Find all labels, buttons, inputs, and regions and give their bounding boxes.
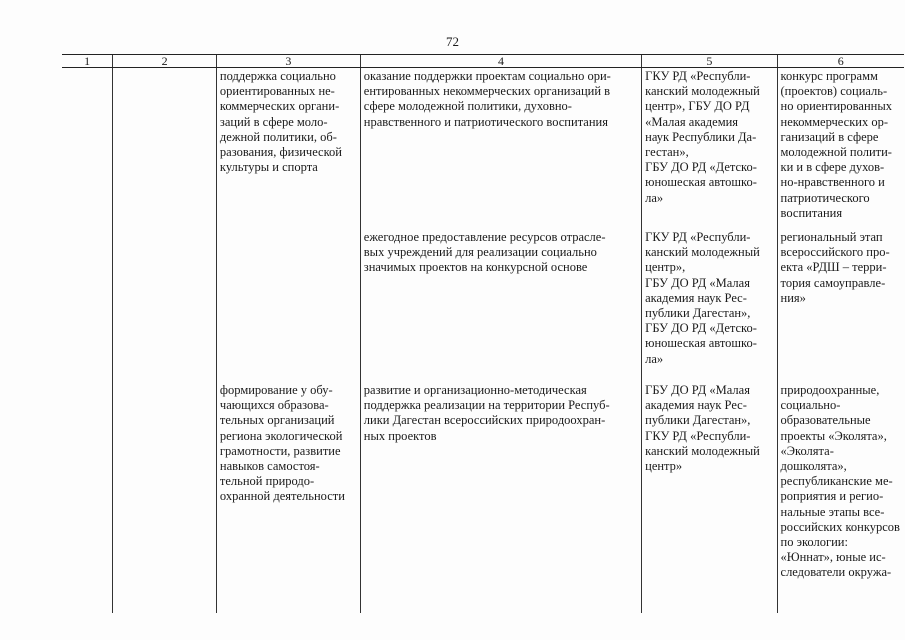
page-number: 72 bbox=[446, 34, 459, 49]
cell-executors: ГБУ ДО РД «Малая академия наук Рес- публики Дагестан», ГКУ РД «Республи- канский молодежный центр» bbox=[642, 382, 777, 613]
column-number-header-row bbox=[62, 55, 904, 68]
cell-events: природоохранные, социально- образовательные проекты «Эколята», «Эколята- дошколята», республиканские ме- роприятия и регио- нальные этапы все- российских конкурсов по экологии: «Юннат», юные ис- следователи окружа- bbox=[777, 382, 904, 613]
column-header-4: 4 bbox=[360, 55, 641, 68]
column-header-2: 2 bbox=[113, 55, 217, 68]
cell-events: региональный этап всероссийского про- екта «РДШ – терри- тория самоуправле- ния» bbox=[777, 229, 904, 382]
cell-col1 bbox=[62, 68, 113, 230]
program-table-container bbox=[62, 54, 904, 640]
cell-activity: оказание поддержки проектам социально ори- ентированных некоммерческих организаций в сфере молодежной политики, духовно- нравственного и патриотического воспитания bbox=[360, 68, 641, 230]
column-header-6: 6 bbox=[777, 55, 904, 68]
column-header-1: 1 bbox=[62, 55, 113, 68]
program-table bbox=[62, 54, 904, 613]
cell-task: поддержка социально ориентированных не- коммерческих органи- заций в сфере моло- дежной политики, об- разования, физической культуры и спорта bbox=[216, 68, 360, 230]
cell-col2 bbox=[113, 382, 217, 613]
cell-executors: ГКУ РД «Республи- канский молодежный центр», ГБУ ДО РД «Малая академия наук Республики Да- гестан», ГБУ ДО РД «Детско- юношеская автошко- ла» bbox=[642, 68, 777, 230]
table-row bbox=[62, 68, 904, 230]
column-header-5: 5 bbox=[642, 55, 777, 68]
cell-executors: ГКУ РД «Республи- канский молодежный центр», ГБУ ДО РД «Малая академия наук Рес- публики Дагестан», ГБУ ДО РД «Детско- юношеская автошко- ла» bbox=[642, 229, 777, 382]
cell-col1 bbox=[62, 382, 113, 613]
table-row bbox=[62, 382, 904, 613]
table-row bbox=[62, 229, 904, 382]
cell-task bbox=[216, 229, 360, 382]
cell-activity: ежегодное предоставление ресурсов отрасле- вых учреждений для реализации социально значимых проектов на конкурсной основе bbox=[360, 229, 641, 382]
cell-task: формирование у обу- чающихся образова- тельных организаций региона экологической грамотности, развитие навыков самостоя- тельной природо- охранной деятельности bbox=[216, 382, 360, 613]
cell-activity: развитие и организационно-методическая поддержка реализации на территории Респуб- лики Дагестан всероссийских природоохран- ных проектов bbox=[360, 382, 641, 613]
cell-col2 bbox=[113, 229, 217, 382]
cell-events: конкурс программ (проектов) социаль- но ориентированных некоммерческих ор- ганизаций в сфере молодежной полити- ки и в сфере духов- но-нравственного и патриотического воспитания bbox=[777, 68, 904, 230]
cell-col1 bbox=[62, 229, 113, 382]
cell-col2 bbox=[113, 68, 217, 230]
column-header-3: 3 bbox=[216, 55, 360, 68]
